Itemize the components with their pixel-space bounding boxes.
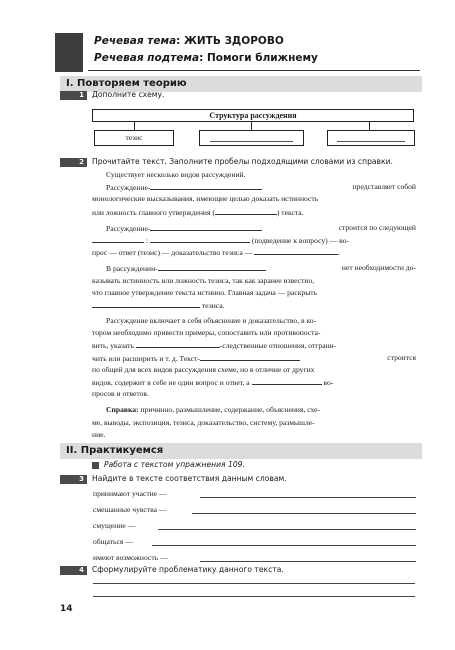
section-2-title: II. Практикуемся [60,443,422,459]
fill-blank[interactable] [254,246,341,258]
text-line: казывать истинность или ложность тезиса, так как заранее известно, [92,275,315,285]
task-4-marker: 4 [60,566,87,575]
text-fragment: (подведение к вопросу) — во- [251,235,349,245]
text-line [92,222,416,234]
speech-topic: Речевая тема: ЖИТЬ ЗДОРОВО [94,35,284,47]
subtopic-value: Помоги ближнему [206,52,318,64]
task-2-marker: 2 [60,158,87,167]
task-2-text: Прочитайте текст. Заполните пробелы подходящими словами из справки. [92,157,393,166]
fill-blank[interactable] [92,234,144,243]
text-fragment: строится [387,352,416,362]
task-2-passage [92,169,416,441]
text-line: просов и ответов. [92,389,149,399]
text-line [92,206,416,218]
scheme-title: Структура рассуждения [92,109,414,122]
text-line: что главное утверждение текста истинно. Главная задача — раскрыть [92,287,318,297]
text-line [92,376,416,388]
answer-line[interactable] [200,497,416,498]
word-item: общаться — [93,537,133,546]
answer-line[interactable] [192,513,416,514]
answer-line[interactable] [200,561,416,562]
reference-line [92,404,416,416]
task-3-text: Найдите в тексте соответствия данным словам. [92,474,287,483]
word-item: смешанные чувства — [93,505,167,514]
text-line: тором необходимо привести примеры, сопоставить или противопоста- [92,328,321,338]
text-line: по общей для всех видов рассуждения схеме, но в отличие от других [92,364,315,374]
fill-blank[interactable] [215,206,277,215]
fill-blank[interactable] [150,181,262,190]
header-decor-block [55,33,83,72]
reference-line: ме, выводы, экспозиция, тезиса, доказательство, систему, размышле- [92,417,315,427]
answer-line[interactable] [93,596,415,597]
fill-blank[interactable] [158,262,266,271]
text-fragment: В рассуждении- [106,264,158,274]
text-line: Рассуждение включает в себя объяснение и доказательство, в ко- [106,316,317,326]
fill-blank[interactable] [136,339,220,348]
topic-value: ЖИТЬ ЗДОРОВО [184,35,284,47]
text-fragment: прос — ответ (тезис) — доказательство тезиса — [92,248,253,258]
word-item: имеют возможность — [93,553,168,562]
text-line [92,352,416,364]
text-fragment: Рассуждение- [106,183,151,193]
reference-text: причинно, размышление, содержание, объяснения, схе- [140,405,321,415]
section-1-title: I. Повторяем теорию [60,76,422,92]
text-line [92,246,416,258]
text-fragment: . [338,248,341,258]
scheme-connector [251,122,252,130]
answer-line[interactable] [152,545,416,546]
fill-blank[interactable] [150,234,250,243]
text-fragment: : [145,235,149,245]
answer-line[interactable] [93,583,415,584]
answer-line[interactable] [158,529,416,530]
text-line: монологические высказывания, имеющие целью доказать истинность [92,194,319,204]
subtopic-label: Речевая подтема [94,52,200,64]
text-fragment: Рассуждение- [106,223,151,233]
word-item: принимают участие — [93,489,167,498]
scheme-box-blank[interactable] [327,130,415,146]
page-number: 14 [60,604,73,614]
fill-blank[interactable] [92,299,200,308]
text-line: Существует несколько видов рассуждений. [106,170,246,179]
reference-line: ние. [92,429,106,439]
text-fragment: чить или расширить и т. д. Текст- [92,353,200,363]
fill-blank[interactable] [252,376,322,385]
text-fragment: или ложность главного утверждения ( [92,207,215,217]
text-fragment: во- [323,378,334,387]
text-fragment: представляет собой [352,182,416,192]
text-fragment: -следственные отношения, отграни- [219,341,337,351]
word-item: смущение — [93,521,136,530]
text-fragment: строится по следующей [338,222,416,232]
header [88,33,420,71]
text-fragment: вить, указать [92,341,134,351]
text-fragment: нет необходимости до- [341,263,416,273]
text-line [92,234,416,246]
topic-label: Речевая тема [94,35,177,47]
scheme-box-thesis: тезис [94,130,174,146]
work-text: Работа с текстом упражнения 109. [104,460,245,469]
scheme-connector [369,122,370,130]
task-1-marker: 1 [60,91,87,100]
text-fragment: ) текста. [276,207,304,217]
scheme-connector [134,122,135,130]
text-line [92,339,416,351]
work-marker [92,462,99,469]
text-fragment: тезиса. [201,300,225,310]
reference-label: Справка: [106,405,139,415]
text-line [92,181,416,193]
fill-blank[interactable] [200,352,300,361]
fill-blank[interactable] [150,222,262,231]
scheme-box-blank[interactable] [199,130,304,146]
text-line [92,299,416,311]
task-3-marker: 3 [60,475,87,484]
task-4-text: Сформулируйте проблематику данного текста. [92,565,284,574]
text-fragment: видов, содержит в себе не один вопрос и ответ, а [92,378,250,387]
speech-subtopic: Речевая подтема: Помоги ближнему [94,52,318,64]
text-line [92,262,416,274]
task-1-text: Дополните схему. [92,90,165,99]
